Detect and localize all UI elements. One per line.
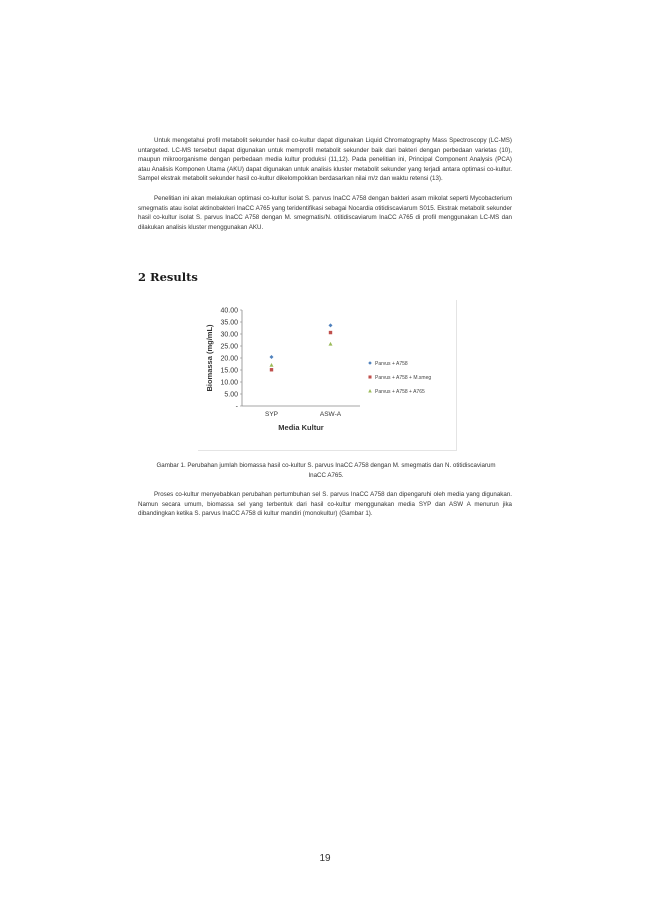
legend-label-3: Parvus + A758 + A765 bbox=[375, 389, 425, 395]
figure-caption: Gambar 1. Perubahan jumlah biomassa hasil co-kultur S. parvus InaCC A758 dengan M. smegmatis dan N. otitidiscaviarum InaCC A765. bbox=[156, 462, 496, 479]
y-tick-label: 10.00 bbox=[220, 379, 238, 387]
y-tick-label: 5.00 bbox=[224, 391, 238, 399]
section-heading: 2 Results bbox=[138, 270, 198, 284]
data-point-2 bbox=[270, 368, 273, 371]
legend-label-2: Parvus + A758 + M.smeg bbox=[375, 375, 432, 381]
page-number: 19 bbox=[319, 853, 331, 864]
data-point-1 bbox=[270, 355, 274, 359]
legend-marker-2 bbox=[368, 375, 371, 378]
legend-marker-3 bbox=[368, 389, 372, 392]
legend-marker-1 bbox=[368, 361, 372, 365]
y-tick-label: - bbox=[235, 403, 238, 411]
x-tick-label: SYP bbox=[264, 411, 279, 418]
paragraph-3: Proses co-kultur menyebabkan perubahan pertumbuhan sel S. parvus InaCC A758 dan dipengaruhi oleh media yang digunakan. Namun secara umum, biomassa sel yang terbentuk dari hasil co-kultur menggunakan media SYP dan ASW A menurun jika dibandingkan ketika S. parvus InaCC A758 di kultur mandiri (monokultur) (Gambar 1). bbox=[138, 491, 512, 518]
y-axis-title: Biomassa (mg/mL) bbox=[205, 324, 214, 392]
biomass-chart bbox=[198, 300, 456, 450]
y-tick-label: 15.00 bbox=[220, 367, 238, 375]
y-tick-label: 30.00 bbox=[220, 331, 238, 339]
data-point-1 bbox=[329, 323, 333, 327]
legend-label-1: Parvus + A758 bbox=[375, 361, 408, 367]
x-tick-label: ASW-A bbox=[319, 411, 342, 418]
paragraph-2: Penelitian ini akan melakukan optimasi co-kultur isolat S. parvus InaCC A758 dengan bakteri asam mikolat seperti Mycobacterium smegmatis atau isolat aktinobakteri InaCC A765 yang teridentifikasi sebagai Nocardia otitidiscaviarum S015. Ekstrak metabolit sekunder hasil co-kultur isolat S. parvus InaCC A758 dengan M. smegmatis/N. otitidiscaviarum InaCC A765 di profil menggunakan LC-MS dan dilakukan analisis kluster menggunakan AKU. bbox=[138, 195, 512, 231]
y-tick-label: 40.00 bbox=[220, 307, 238, 315]
x-axis-title: Media Kultur bbox=[278, 423, 324, 432]
data-point-2 bbox=[329, 331, 332, 334]
figure-1 bbox=[198, 300, 457, 451]
y-tick-label: 20.00 bbox=[220, 355, 238, 363]
data-point-3 bbox=[270, 363, 274, 367]
y-tick-label: 25.00 bbox=[220, 343, 238, 351]
paragraph-1: Untuk mengetahui profil metabolit sekunder hasil co-kultur dapat digunakan Liquid Chromatography Mass Spectroscopy (LC-MS) untargeted. LC-MS tersebut dapat digunakan untuk memprofil metabolit sekunder baik dari bakteri dengan perbedaan varietas (10), maupun mikroorganisme dengan perbedaan media kultur produksi (11,12). Pada penelitian ini, Principal Component Analysis (PCA) atau Analisis Komponen Utama (AKU) dapat digunakan untuk analisis kluster metabolit sekunder yang terjadi antara optimasi co-kultur. Sampel ekstrak metabolit sekunder hasil co-kultur dikelompokkan berdasarkan nilai m/z dan waktu retensi (13). bbox=[138, 137, 512, 183]
y-tick-label: 35.00 bbox=[220, 319, 238, 327]
data-point-3 bbox=[329, 342, 333, 346]
